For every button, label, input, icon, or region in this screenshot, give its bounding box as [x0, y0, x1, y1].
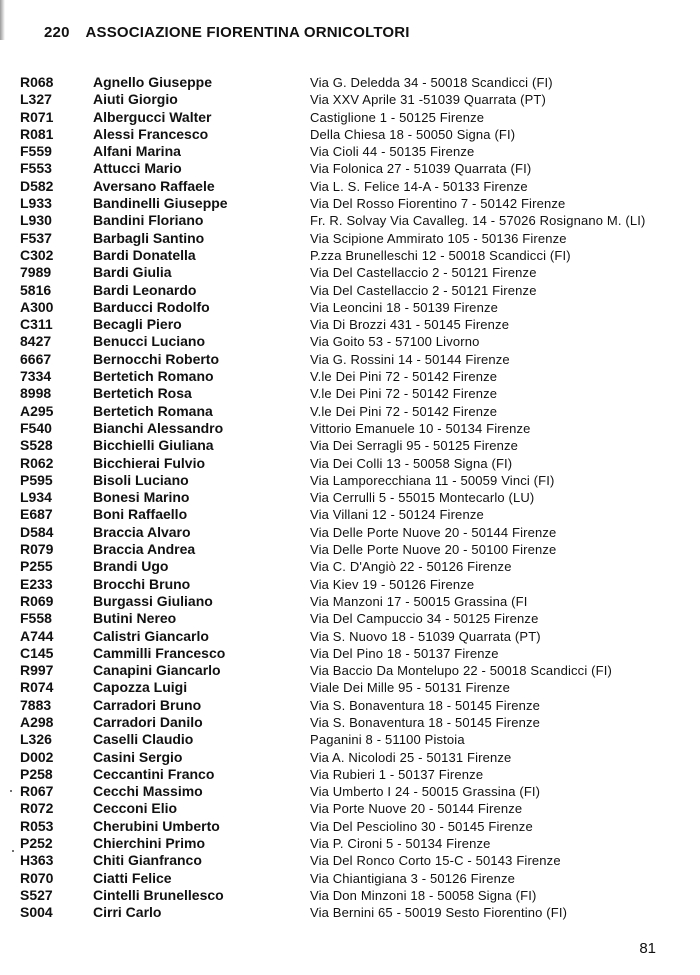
member-code: D584 [20, 523, 54, 540]
member-code: C145 [20, 644, 54, 661]
page-header [44, 24, 410, 41]
member-code: R074 [20, 679, 54, 696]
member-name: Cecconi Elio [93, 800, 178, 817]
member-code: R062 [20, 454, 54, 471]
member-name: Brocchi Bruno [93, 575, 191, 592]
member-code: 5816 [20, 281, 52, 298]
member-entry [20, 472, 690, 489]
member-code: 7989 [20, 264, 52, 281]
member-name: Cecchi Massimo [93, 783, 203, 800]
member-code: 6667 [20, 350, 52, 367]
member-entry [20, 697, 690, 714]
member-address: Via C. D'Angiò 22 - 50126 Firenze [310, 559, 512, 575]
member-name: Chierchini Primo [93, 835, 206, 852]
member-address: Via Baccio Da Montelupo 22 - 50018 Scandicci (FI) [310, 663, 612, 679]
member-name: Braccia Andrea [93, 541, 196, 558]
member-entry [20, 558, 690, 575]
member-name: Aversano Raffaele [93, 177, 215, 194]
member-address: Viale Dei Mille 95 - 50131 Firenze [310, 680, 510, 696]
member-name: Bardi Donatella [93, 246, 196, 263]
member-entry [20, 593, 690, 610]
member-name: Bardi Giulia [93, 264, 172, 281]
member-entry [20, 420, 690, 437]
member-name: Brandi Ugo [93, 558, 169, 575]
member-name: Bianchi Alessandro [93, 419, 224, 436]
member-entry [20, 749, 690, 766]
member-list [20, 74, 690, 922]
member-code: R070 [20, 869, 54, 886]
member-entry [20, 455, 690, 472]
member-address: P.zza Brunelleschi 12 - 50018 Scandicci (FI) [310, 247, 571, 263]
member-address: Via S. Bonaventura 18 - 50145 Firenze [310, 714, 541, 730]
member-code: R053 [20, 817, 54, 834]
member-code: 8427 [20, 333, 52, 350]
member-name: Casini Sergio [93, 748, 183, 765]
member-address: Via Umberto I 24 - 50015 Grassina (FI) [310, 784, 541, 800]
member-entry [20, 506, 690, 523]
member-address: Via Kiev 19 - 50126 Firenze [310, 576, 475, 592]
member-entry [20, 109, 690, 126]
member-entry [20, 264, 690, 281]
member-name: Barbagli Santino [93, 229, 205, 246]
member-code: D582 [20, 177, 54, 194]
member-name: Canapini Giancarlo [93, 662, 221, 679]
member-entry [20, 679, 690, 696]
member-name: Cammilli Francesco [93, 644, 226, 661]
member-address: Via Delle Porte Nuove 20 - 50100 Firenze [310, 542, 557, 558]
member-entry [20, 887, 690, 904]
member-code: E687 [20, 506, 53, 523]
member-address: Via Don Minzoni 18 - 50058 Signa (FI) [310, 887, 537, 903]
member-entry [20, 904, 690, 921]
member-entry [20, 91, 690, 108]
member-entry [20, 800, 690, 817]
member-code: A295 [20, 402, 54, 419]
member-address: Via Chiantigiana 3 - 50126 Firenze [310, 870, 516, 886]
member-address: Via Del Rosso Fiorentino 7 - 50142 Firenze [310, 196, 566, 212]
member-code: R072 [20, 800, 54, 817]
scan-edge-shadow [0, 0, 5, 40]
member-code: P252 [20, 835, 53, 852]
member-code: C302 [20, 246, 54, 263]
member-name: Bisoli Luciano [93, 471, 189, 488]
member-entry [20, 852, 690, 869]
member-address: Via A. Nicolodi 25 - 50131 Firenze [310, 749, 512, 765]
member-name: Alessi Francesco [93, 125, 209, 142]
member-code: R068 [20, 74, 54, 90]
member-name: Bernocchi Roberto [93, 350, 220, 367]
member-code: L326 [20, 731, 52, 748]
member-address: Via Delle Porte Nuove 20 - 50144 Firenze [310, 524, 557, 540]
member-address: Via Folonica 27 - 51039 Quarrata (FI) [310, 161, 532, 177]
member-address: Via P. Cironi 5 - 50134 Firenze [310, 836, 491, 852]
member-name: Attucci Mario [93, 160, 182, 177]
member-address: Paganini 8 - 51100 Pistoia [310, 732, 465, 748]
member-entry [20, 143, 690, 160]
member-name: Bandini Floriano [93, 212, 204, 229]
member-address: Via Villani 12 - 50124 Firenze [310, 507, 484, 523]
member-address: Via Del Pesciolino 30 - 50145 Firenze [310, 818, 533, 834]
member-code: P255 [20, 558, 53, 575]
member-code: F553 [20, 160, 52, 177]
member-name: Ceccantini Franco [93, 765, 215, 782]
member-name: Boni Raffaello [93, 506, 188, 523]
member-address: Via Goito 53 - 57100 Livorno [310, 334, 480, 350]
member-code: F540 [20, 419, 52, 436]
member-address: Via Del Campuccio 34 - 50125 Firenze [310, 611, 539, 627]
member-name: Bardi Leonardo [93, 281, 197, 298]
member-entry [20, 437, 690, 454]
member-entry [20, 610, 690, 627]
member-name: Bertetich Romana [93, 402, 213, 419]
member-code: R071 [20, 108, 54, 125]
member-code: R079 [20, 541, 54, 558]
member-entry [20, 766, 690, 783]
member-entry [20, 870, 690, 887]
member-entry [20, 403, 690, 420]
member-entry [20, 385, 690, 402]
member-name: Bertetich Romano [93, 368, 214, 385]
member-name: Chiti Gianfranco [93, 852, 202, 869]
member-address: Della Chiesa 18 - 50050 Signa (FI) [310, 126, 516, 142]
member-address: Via S. Bonaventura 18 - 50145 Firenze [310, 697, 541, 713]
print-speck [12, 850, 14, 852]
member-entry [20, 212, 690, 229]
member-entry [20, 662, 690, 679]
member-entry [20, 351, 690, 368]
member-entry [20, 160, 690, 177]
member-code: S004 [20, 904, 53, 921]
member-name: Albergucci Walter [93, 108, 212, 125]
footer-page-number: 81 [639, 940, 656, 957]
member-entry [20, 489, 690, 506]
member-entry [20, 731, 690, 748]
member-address: Vittorio Emanuele 10 - 50134 Firenze [310, 420, 531, 436]
member-code: R067 [20, 783, 54, 800]
member-address: V.le Dei Pini 72 - 50142 Firenze [310, 403, 498, 419]
member-code: E233 [20, 575, 53, 592]
member-address: Via Del Ronco Corto 15-C - 50143 Firenze [310, 853, 561, 869]
member-address: Via Scipione Ammirato 105 - 50136 Firenze [310, 230, 567, 246]
member-name: Braccia Alvaro [93, 523, 191, 540]
member-name: Cintelli Brunellesco [93, 886, 224, 903]
member-code: F537 [20, 229, 52, 246]
member-code: D002 [20, 748, 54, 765]
member-name: Becagli Piero [93, 316, 182, 333]
member-entry [20, 524, 690, 541]
member-entry [20, 645, 690, 662]
member-entry [20, 714, 690, 731]
member-name: Barducci Rodolfo [93, 298, 210, 315]
member-code: 8998 [20, 385, 52, 402]
member-code: P258 [20, 765, 53, 782]
member-entry [20, 835, 690, 852]
member-name: Butini Nereo [93, 610, 177, 627]
member-code: 7883 [20, 696, 52, 713]
member-name: Burgassi Giuliano [93, 592, 213, 609]
member-address: Via Manzoni 17 - 50015 Grassina (FI [310, 593, 528, 609]
member-address: Via G. Rossini 14 - 50144 Firenze [310, 351, 510, 367]
member-code: H363 [20, 852, 54, 869]
member-code: L933 [20, 195, 52, 212]
member-code: S528 [20, 437, 53, 454]
member-code: L327 [20, 91, 52, 108]
member-address: Via Dei Colli 13 - 50058 Signa (FI) [310, 455, 513, 471]
member-address: Via Dei Serragli 95 - 50125 Firenze [310, 438, 519, 454]
member-name: Calistri Giancarlo [93, 627, 209, 644]
member-name: Caselli Claudio [93, 731, 194, 748]
member-entry [20, 628, 690, 645]
member-code: L930 [20, 212, 52, 229]
member-entry [20, 576, 690, 593]
member-code: P595 [20, 471, 53, 488]
member-address: Via Del Pino 18 - 50137 Firenze [310, 645, 499, 661]
member-code: S527 [20, 886, 53, 903]
member-name: Carradori Danilo [93, 713, 203, 730]
page-title: ASSOCIAZIONE FIORENTINA ORNICOLTORI [85, 24, 410, 41]
member-address: Via Cerrulli 5 - 55015 Montecarlo (LU) [310, 490, 535, 506]
member-code: A744 [20, 627, 54, 644]
member-entry [20, 316, 690, 333]
member-name: Agnello Giuseppe [93, 74, 213, 90]
member-address: V.le Dei Pini 72 - 50142 Firenze [310, 386, 498, 402]
member-name: Cherubini Umberto [93, 817, 220, 834]
member-name: Cirri Carlo [93, 904, 162, 921]
member-entry [20, 368, 690, 385]
member-entry [20, 195, 690, 212]
member-address: Via Porte Nuove 20 - 50144 Firenze [310, 801, 523, 817]
member-entry [20, 178, 690, 195]
member-entry [20, 333, 690, 350]
member-address: Via L. S. Felice 14-A - 50133 Firenze [310, 178, 528, 194]
member-address: Via Del Castellaccio 2 - 50121 Firenze [310, 265, 537, 281]
member-address: Fr. R. Solvay Via Cavalleg. 14 - 57026 Rosignano M. (LI) [310, 213, 646, 229]
member-address: Via G. Deledda 34 - 50018 Scandicci (FI) [310, 75, 553, 90]
member-entry [20, 247, 690, 264]
member-code: F558 [20, 610, 52, 627]
member-entry [20, 541, 690, 558]
member-code: R997 [20, 662, 54, 679]
member-name: Bonesi Marino [93, 489, 190, 506]
member-entry [20, 230, 690, 247]
member-name: Alfani Marina [93, 143, 181, 160]
header-page-number: 220 [44, 24, 70, 41]
member-entry [20, 74, 690, 91]
member-name: Benucci Luciano [93, 333, 206, 350]
member-name: Capozza Luigi [93, 679, 188, 696]
member-address: Via Lamporecchiana 11 - 50059 Vinci (FI) [310, 472, 555, 488]
member-code: 7334 [20, 368, 52, 385]
member-entry [20, 126, 690, 143]
member-entry [20, 282, 690, 299]
member-code: R081 [20, 125, 54, 142]
print-speck [10, 790, 12, 792]
member-entry [20, 299, 690, 316]
member-address: Via Cioli 44 - 50135 Firenze [310, 144, 475, 160]
member-code: A298 [20, 713, 54, 730]
member-code: F559 [20, 143, 52, 160]
member-entry [20, 783, 690, 800]
member-name: Bicchierai Fulvio [93, 454, 206, 471]
member-code: L934 [20, 489, 52, 506]
member-name: Bertetich Rosa [93, 385, 192, 402]
member-name: Bicchielli Giuliana [93, 437, 214, 454]
member-address: V.le Dei Pini 72 - 50142 Firenze [310, 369, 498, 385]
member-name: Ciatti Felice [93, 869, 172, 886]
member-code: R069 [20, 592, 54, 609]
member-address: Via S. Nuovo 18 - 51039 Quarrata (PT) [310, 628, 541, 644]
member-entry [20, 818, 690, 835]
member-address: Via Di Brozzi 431 - 50145 Firenze [310, 317, 510, 333]
member-code: C311 [20, 316, 53, 333]
member-address: Via Del Castellaccio 2 - 50121 Firenze [310, 282, 537, 298]
member-address: Via Leoncini 18 - 50139 Firenze [310, 299, 498, 315]
member-address: Via XXV Aprile 31 -51039 Quarrata (PT) [310, 92, 546, 108]
member-name: Aiuti Giorgio [93, 91, 178, 108]
member-address: Via Rubieri 1 - 50137 Firenze [310, 766, 484, 782]
member-code: A300 [20, 298, 54, 315]
member-name: Bandinelli Giuseppe [93, 195, 228, 212]
member-address: Castiglione 1 - 50125 Firenze [310, 109, 485, 125]
member-address: Via Bernini 65 - 50019 Sesto Fiorentino (FI) [310, 905, 568, 921]
member-name: Carradori Bruno [93, 696, 202, 713]
